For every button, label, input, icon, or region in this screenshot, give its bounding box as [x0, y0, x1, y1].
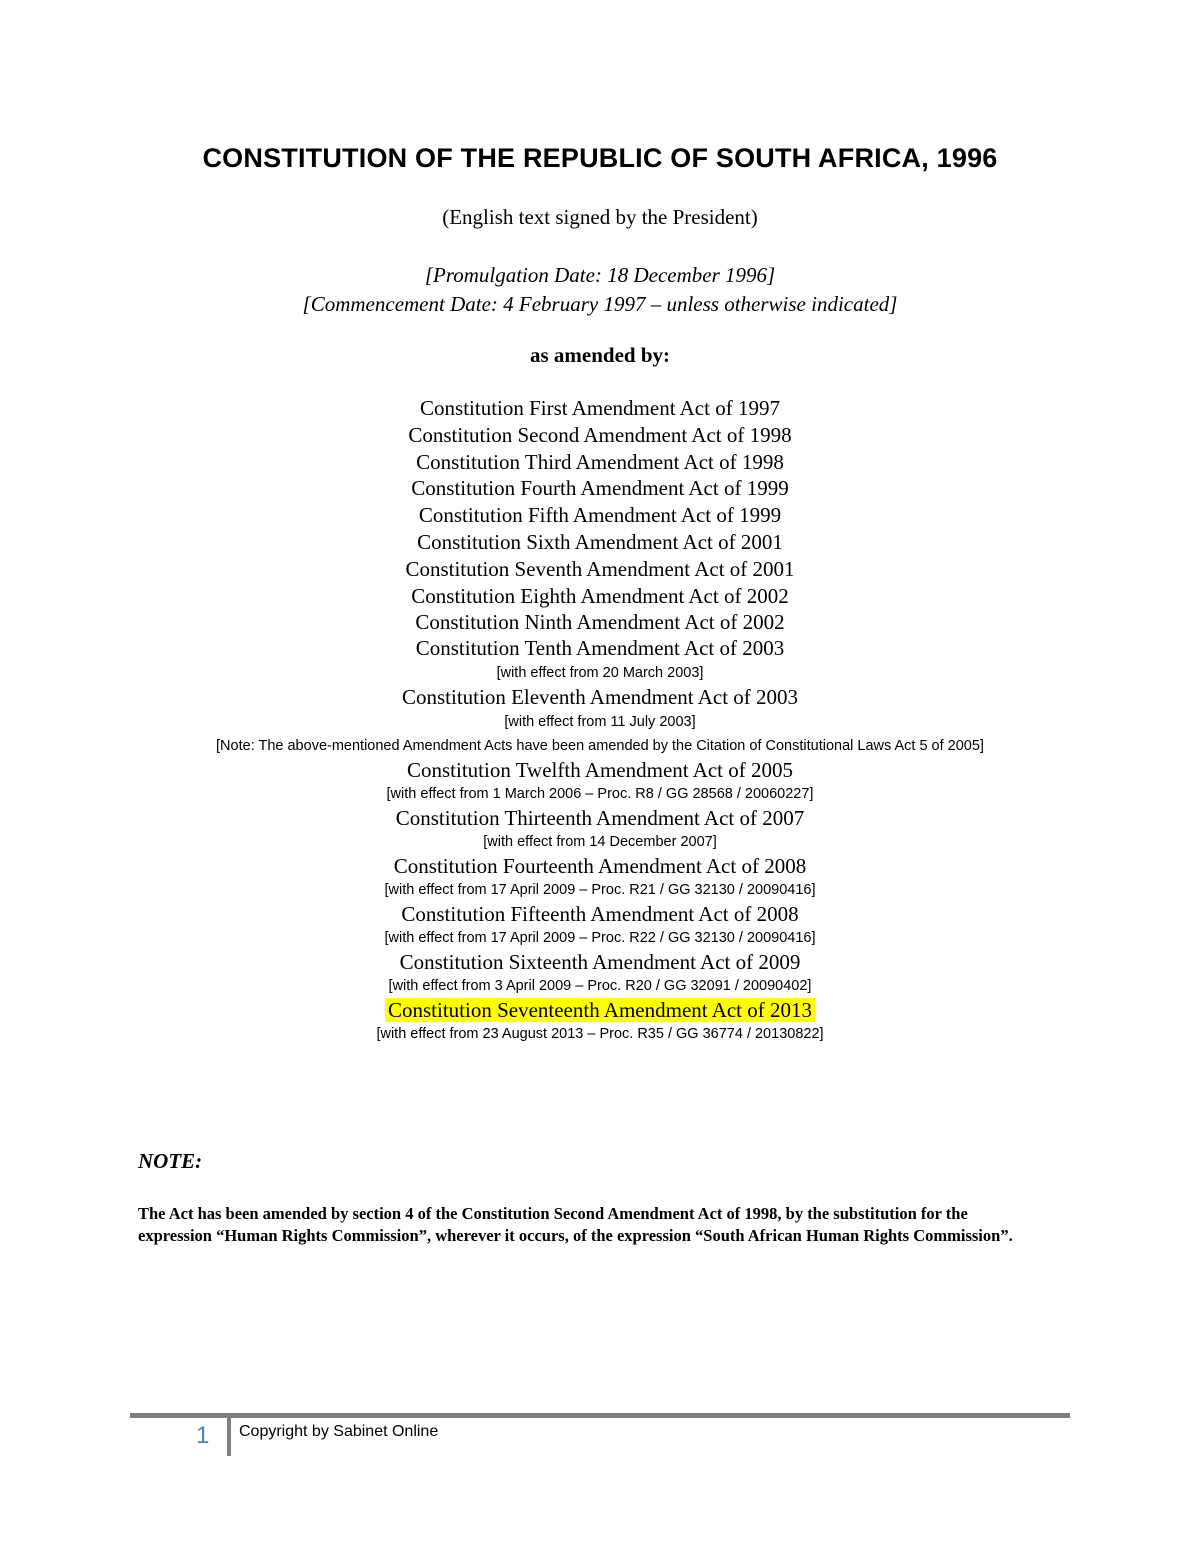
amendment-act: Constitution Ninth Amendment Act of 2002 [415, 610, 785, 635]
amendment-act: Constitution Third Amendment Act of 1998 [416, 449, 784, 474]
note-body: The Act has been amended by section 4 of the Constitution Second Amendment Act of 1998, by the substitution for the expression “Human Rights Commission”, wherever it occurs, of the expression “South African Human Rights Commission”. [138, 1204, 1013, 1245]
dates-block [0, 261, 1200, 319]
highlighted-text: Constitution Seventeenth Amendment Act of 2013 [385, 998, 815, 1022]
effective-date-note: [with effect from 17 April 2009 – Proc. R22 / GG 32130 / 20090416] [384, 930, 816, 947]
amendment-act: Constitution Eleventh Amendment Act of 2003 [401, 685, 799, 710]
page-number: 1 [196, 1422, 210, 1449]
footer-separator [227, 1416, 231, 1456]
commencement-date: [Commencement Date: 4 February 1997 – unless otherwise indicated] [302, 292, 898, 316]
amendment-act: Constitution Fifth Amendment Act of 1999 [418, 503, 782, 528]
document-title: CONSTITUTION OF THE REPUBLIC OF SOUTH AFRICA, 1996 [202, 143, 998, 173]
amendment-act: Constitution Sixth Amendment Act of 2001 [417, 529, 783, 554]
amendment-act: Constitution Tenth Amendment Act of 2003 [415, 636, 785, 661]
copyright-notice: Copyright by Sabinet Online [239, 1423, 439, 1440]
amendment-act: Constitution Seventh Amendment Act of 2001 [405, 556, 795, 581]
promulgation-date: [Promulgation Date: 18 December 1996] [424, 263, 776, 287]
amendment-act: Constitution Fifteenth Amendment Act of 2008 [401, 902, 799, 927]
amendment-act: Constitution Fourth Amendment Act of 1999 [411, 476, 789, 501]
amended-by-heading: as amended by: [529, 343, 671, 367]
effective-date-note: [with effect from 20 March 2003] [496, 665, 704, 682]
effective-date-note: [with effect from 23 August 2013 – Proc. R35 / GG 36774 / 20130822] [376, 1026, 824, 1043]
effective-date-note: [with effect from 3 April 2009 – Proc. R20 / GG 32091 / 20090402] [388, 978, 812, 995]
amendment-act: Constitution Fourteenth Amendment Act of 2008 [393, 854, 807, 879]
effective-date-note: [with effect from 1 March 2006 – Proc. R8 / GG 28568 / 20060227] [386, 786, 814, 803]
amendment-act: Constitution First Amendment Act of 1997 [420, 396, 780, 420]
amendment-list [0, 395, 1200, 1046]
amendment-act: Constitution Thirteenth Amendment Act of 2007 [395, 806, 805, 831]
amendment-act: Constitution Sixteenth Amendment Act of 2009 [399, 950, 801, 975]
footer-rule [130, 1413, 1070, 1418]
amendment-act-highlighted [0, 998, 1200, 1022]
document-subtitle: (English text signed by the President) [442, 205, 758, 229]
note-heading: NOTE: [138, 1149, 203, 1173]
citation-note: [Note: The above-mentioned Amendment Acts have been amended by the Citation of Constitutional Laws Act 5 of 2005] [216, 738, 984, 755]
amendment-act: Constitution Eighth Amendment Act of 2002 [411, 583, 789, 608]
effective-date-note: [with effect from 17 April 2009 – Proc. R21 / GG 32130 / 20090416] [384, 882, 816, 899]
effective-date-note: [with effect from 14 December 2007] [483, 834, 717, 851]
effective-date-note: [with effect from 11 July 2003] [504, 714, 696, 731]
amendment-act: Constitution Second Amendment Act of 1998 [408, 422, 792, 447]
amendment-act: Constitution Twelfth Amendment Act of 2005 [406, 758, 794, 783]
